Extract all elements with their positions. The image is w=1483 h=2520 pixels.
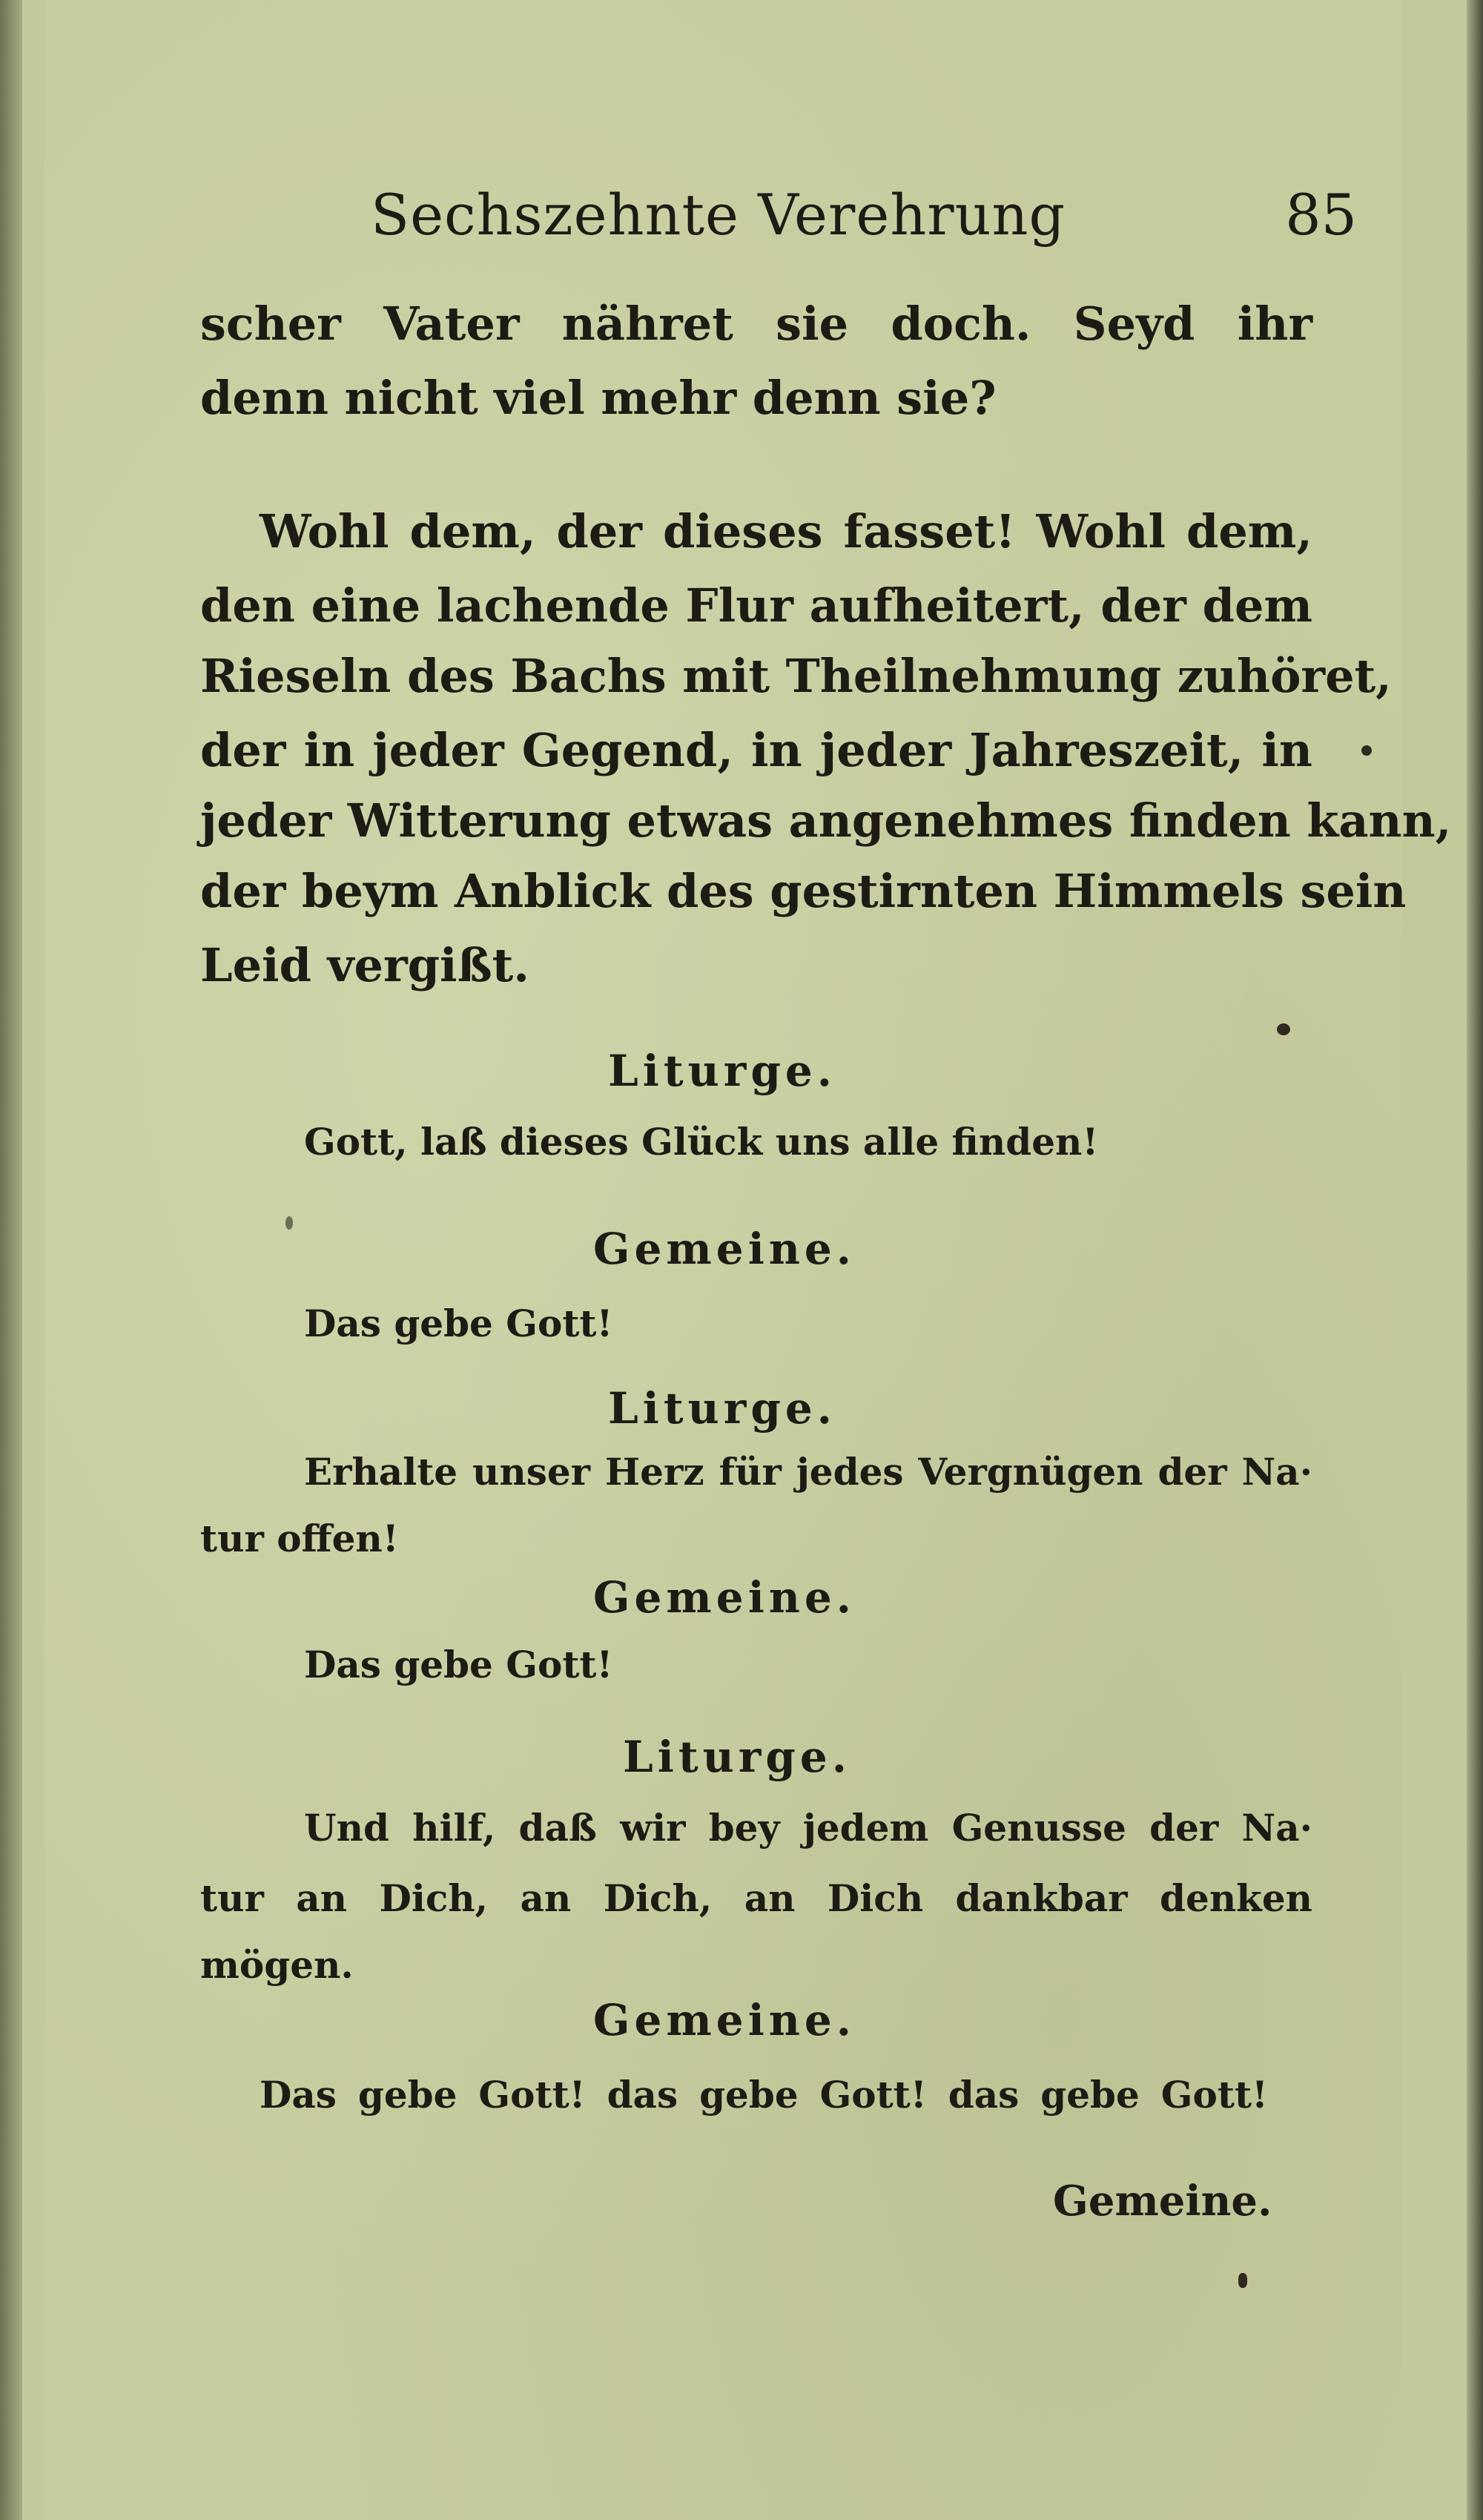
ink-speck <box>1238 2273 1247 2288</box>
verse-line: mögen. <box>200 1943 354 1987</box>
speaker-label: Gemeine. <box>593 1995 856 2045</box>
verse-line: tur an Dich, an Dich, an Dich dankbar denken <box>200 1876 1312 1920</box>
page-header <box>371 182 1357 256</box>
verse-line: tur offen! <box>200 1517 399 1560</box>
verse-line: Das gebe Gott! das gebe Gott! das gebe Gott! <box>260 2073 1268 2117</box>
verse-line: Erhalte unser Herz für jedes Vergnügen der Na· <box>304 1450 1312 1494</box>
body-line: Wohl dem, der dieses fasset! Wohl dem, <box>260 504 1312 558</box>
page-outer-edge <box>1467 0 1483 2520</box>
body-line: denn nicht viel mehr denn sie? <box>200 371 997 425</box>
ink-speck <box>285 1216 293 1230</box>
speaker-label: Gemeine. <box>593 1572 856 1623</box>
body-line: der in jeder Gegend, in jeder Jahreszeit, in <box>200 723 1312 777</box>
verse-line: Und hilf, daß wir bey jedem Genusse der Na· <box>304 1806 1312 1850</box>
speaker-label: Gemeine. <box>593 1224 856 1274</box>
body-line: Rieseln des Bachs mit Theilnehmung zuhöret, <box>200 649 1392 703</box>
body-line: scher Vater nähret sie doch. Seyd ihr <box>200 297 1312 351</box>
body-line: den eine lachende Flur aufheitert, der dem <box>200 578 1312 633</box>
book-spine-edge <box>0 0 22 2520</box>
ink-speck <box>1361 745 1372 756</box>
speaker-label: Liturge. <box>608 1046 836 1096</box>
body-line: der beym Anblick des gestirnten Himmels sein <box>200 864 1407 918</box>
verse-line: Das gebe Gott! <box>304 1302 613 1345</box>
speaker-label: Liturge. <box>623 1732 851 1782</box>
page-body <box>44 0 1452 2520</box>
speaker-label: Liturge. <box>608 1383 836 1434</box>
ink-speck <box>1277 1023 1290 1035</box>
verse-line: Das gebe Gott! <box>304 1643 613 1686</box>
page-number: 85 <box>1285 182 1357 248</box>
running-title: Sechszehnte Verehrung <box>371 182 1066 248</box>
verse-line: Gott, laß dieses Glück uns alle finden! <box>304 1120 1099 1164</box>
catchword: Gemeine. <box>1053 2177 1272 2226</box>
body-line: Leid vergißt. <box>200 938 529 992</box>
body-line: jeder Witterung etwas angenehmes finden kann, <box>200 794 1452 848</box>
